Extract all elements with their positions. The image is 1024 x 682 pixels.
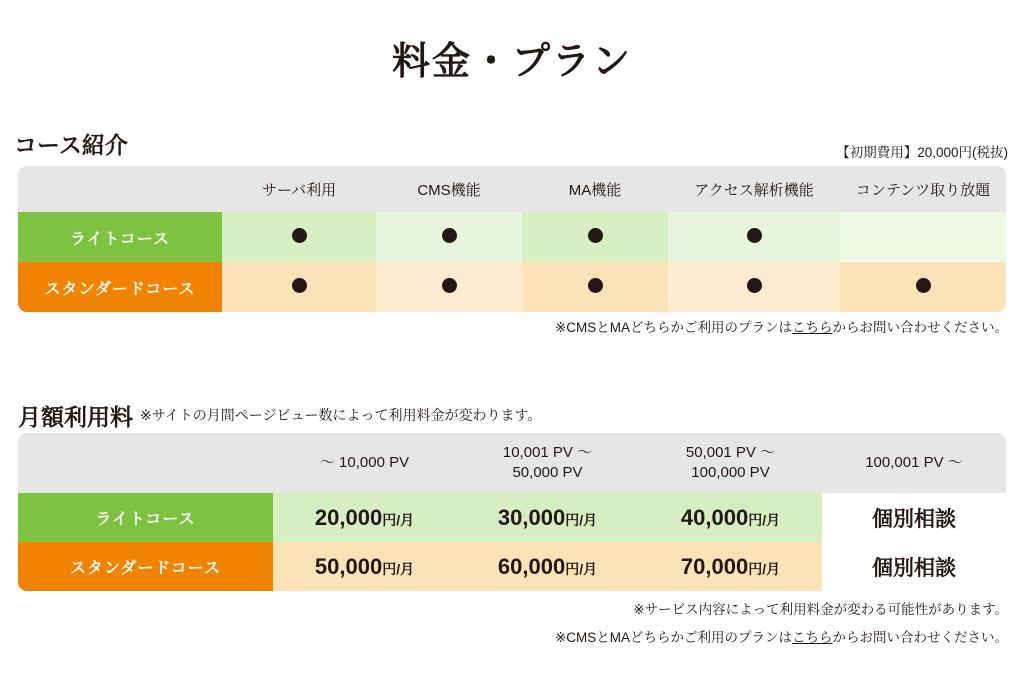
contact-note-suffix: からお問い合わせください。 xyxy=(832,630,1008,645)
cell-light-ma xyxy=(522,212,668,262)
cell-standard-ma xyxy=(522,262,668,312)
fee-standard-tier1 xyxy=(273,542,456,591)
fee-standard-tier4: 個別相談 xyxy=(822,542,1006,591)
fee-light-tier3-value: 40,000 xyxy=(680,504,749,530)
table-row xyxy=(18,212,1006,262)
fee-standard-tier1-unit: 円/月 xyxy=(382,560,415,577)
cell-standard-analytics xyxy=(668,262,840,312)
fee-standard-tier3 xyxy=(639,542,822,591)
initial-fee-label: 【初期費用】20,000円(税抜) xyxy=(836,145,1008,160)
fee-header-tier3 xyxy=(639,433,822,493)
check-dot-icon xyxy=(292,228,307,243)
fee-standard-tier3-value: 70,000 xyxy=(680,553,749,579)
table-header-contents: コンテンツ取り放題 xyxy=(840,166,1006,212)
fee-row-label-standard-course: スタンダードコース xyxy=(18,542,273,591)
fee-header-tier2-line2: 50,000 PV xyxy=(512,464,583,481)
fee-light-tier2-unit: 円/月 xyxy=(565,511,598,528)
table-header-row xyxy=(18,166,1006,212)
course-note-suffix: からお問い合わせください。 xyxy=(832,320,1008,335)
service-note: ※サービス内容によって利用料金が変わる可能性があります。 xyxy=(633,602,1008,617)
fee-header-tier1-line1: 〜 10,000 PV xyxy=(319,453,410,471)
course-note-link[interactable]: こちら xyxy=(792,320,833,335)
cell-standard-server xyxy=(222,262,376,312)
course-note-prefix: ※CMSとMAどちらかご利用のプランは xyxy=(554,320,792,335)
fee-header-tier3-line2: 100,000 PV xyxy=(691,464,770,481)
fee-header-tier4 xyxy=(822,433,1006,493)
course-feature-table xyxy=(18,166,1006,312)
check-dot-icon xyxy=(747,278,762,293)
contact-note-link[interactable]: こちら xyxy=(792,630,833,645)
row-label-light-course: ライトコース xyxy=(18,212,222,262)
monthly-fee-subnote: ※サイトの月間ページビュー数によって利用料金が変わります。 xyxy=(140,407,542,423)
check-dot-icon xyxy=(442,228,457,243)
table-row xyxy=(18,493,1006,542)
fee-standard-tier2 xyxy=(456,542,639,591)
contact-note xyxy=(555,626,1008,646)
contact-note-prefix: ※CMSとMAどちらかご利用のプランは xyxy=(554,630,792,645)
fee-light-tier4: 個別相談 xyxy=(822,493,1006,542)
fee-header-tier4-line1: 100,001 PV 〜 xyxy=(865,453,963,471)
table-row xyxy=(18,542,1006,591)
table-header-row xyxy=(18,433,1006,493)
table-header-analytics: アクセス解析機能 xyxy=(668,166,840,212)
table-row xyxy=(18,262,1006,312)
row-label-standard-course: スタンダードコース xyxy=(18,262,222,312)
cell-standard-contents xyxy=(840,262,1006,312)
cell-standard-cms xyxy=(376,262,522,312)
table-header-cms: CMS機能 xyxy=(376,166,522,212)
check-dot-icon xyxy=(292,278,307,293)
fee-standard-tier2-unit: 円/月 xyxy=(565,560,598,577)
fee-header-tier3-line1: 50,001 PV 〜 xyxy=(685,443,776,461)
cell-light-cms xyxy=(376,212,522,262)
check-dot-icon xyxy=(747,228,762,243)
monthly-fee-table xyxy=(18,433,1006,591)
cell-light-server xyxy=(222,212,376,262)
fee-light-tier1-unit: 円/月 xyxy=(382,511,415,528)
fee-standard-tier3-unit: 円/月 xyxy=(748,560,781,577)
table-header-ma: MA機能 xyxy=(522,166,668,212)
check-dot-icon xyxy=(588,278,603,293)
fee-light-tier3-unit: 円/月 xyxy=(748,511,781,528)
cell-light-contents xyxy=(840,212,1006,262)
course-intro-heading: コース紹介 xyxy=(14,132,128,158)
check-dot-icon xyxy=(442,278,457,293)
table-header-blank xyxy=(18,166,222,212)
fee-header-tier2 xyxy=(456,433,639,493)
check-dot-icon xyxy=(588,228,603,243)
check-dot-icon xyxy=(916,278,931,293)
monthly-fee-heading: 月額利用料 xyxy=(18,404,133,430)
course-note xyxy=(555,316,1008,336)
fee-row-label-light-course: ライトコース xyxy=(18,493,273,542)
fee-light-tier1 xyxy=(273,493,456,542)
fee-header-tier2-line1: 10,001 PV 〜 xyxy=(502,443,593,461)
fee-light-tier1-value: 20,000 xyxy=(314,504,383,530)
page-title: 料金・プラン xyxy=(391,41,632,83)
fee-light-tier2 xyxy=(456,493,639,542)
fee-header-blank xyxy=(18,433,273,493)
fee-light-tier3 xyxy=(639,493,822,542)
cell-light-analytics xyxy=(668,212,840,262)
fee-light-tier2-value: 30,000 xyxy=(497,504,566,530)
fee-standard-tier2-value: 60,000 xyxy=(497,553,566,579)
fee-header-tier1 xyxy=(273,433,456,493)
table-header-server: サーバ利用 xyxy=(222,166,376,212)
fee-standard-tier1-value: 50,000 xyxy=(314,553,383,579)
